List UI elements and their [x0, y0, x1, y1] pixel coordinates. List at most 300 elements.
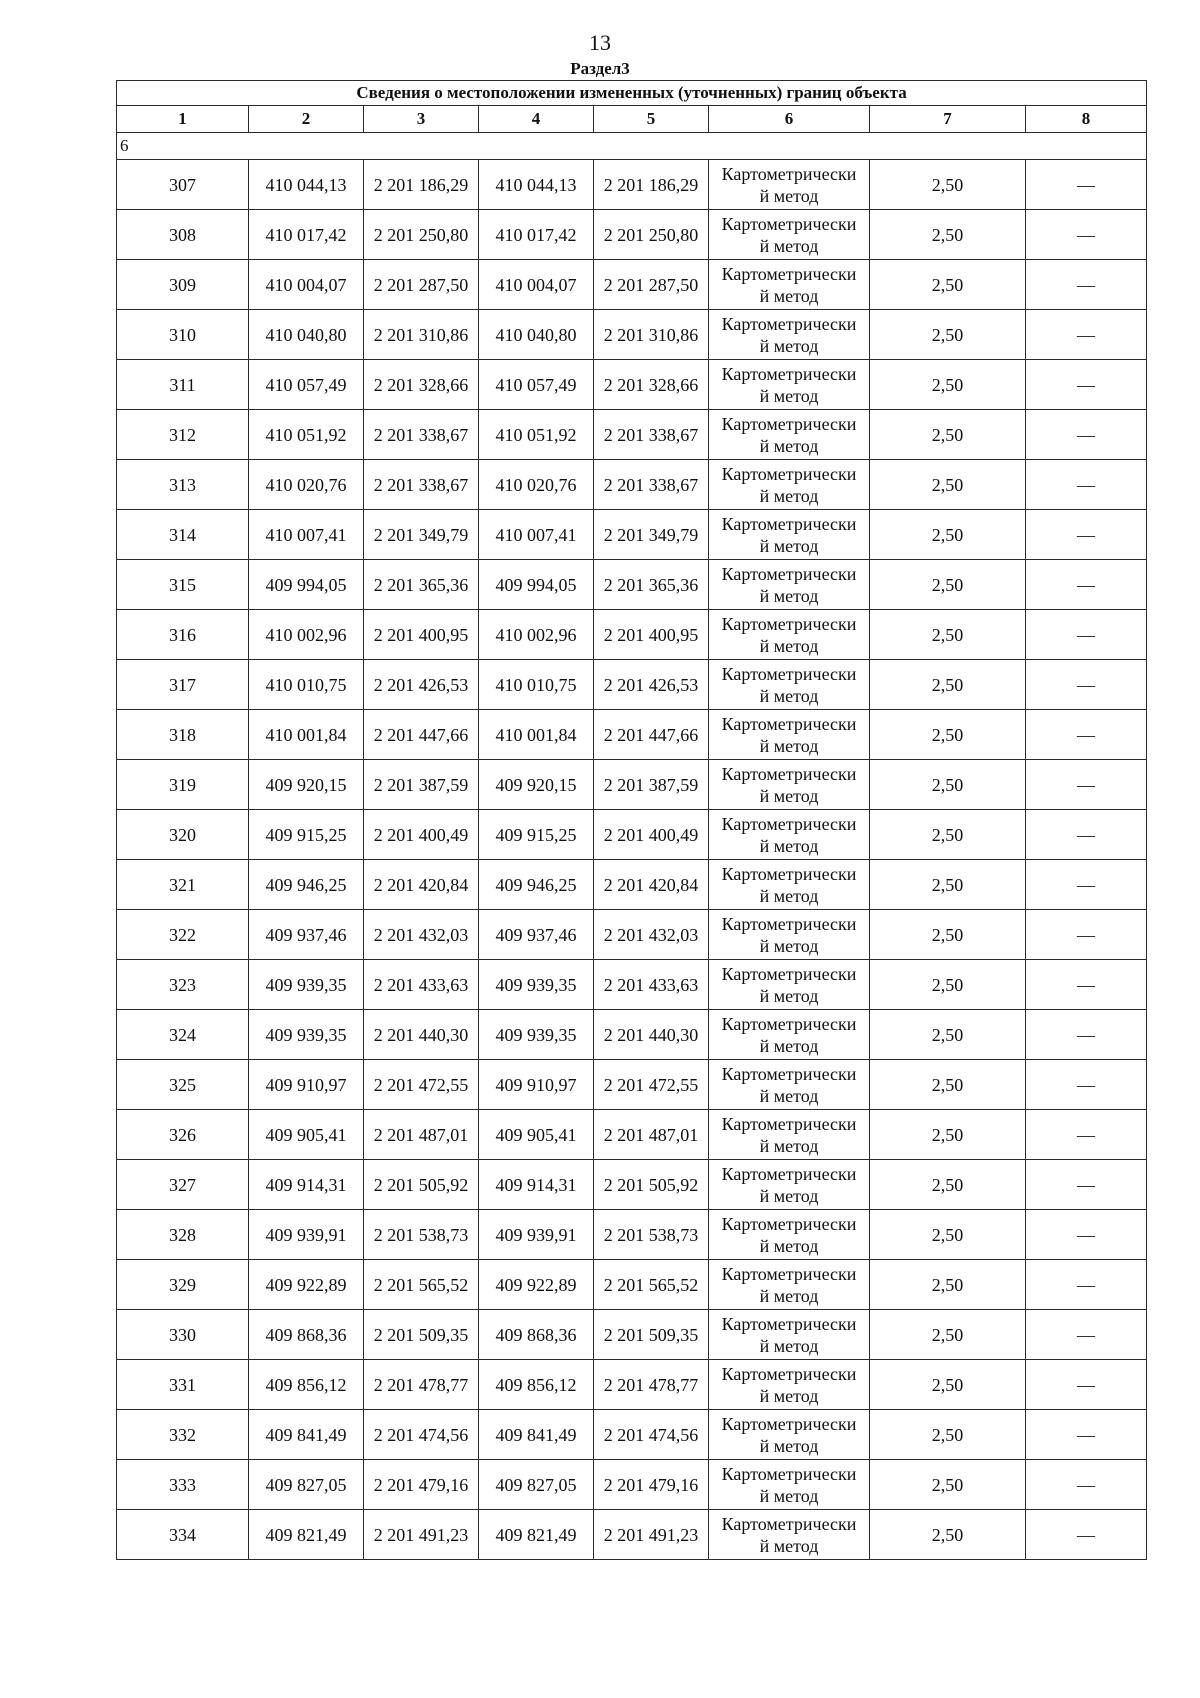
method-line: Картометрически: [721, 913, 857, 934]
y-old-cell: 2 201 400,49: [364, 810, 479, 860]
x-new-cell: 410 020,76: [479, 460, 594, 510]
group-label: 6: [117, 133, 1147, 160]
method-line: й метод: [759, 735, 819, 756]
accuracy-cell: 2,50: [870, 1060, 1026, 1110]
accuracy-cell: 2,50: [870, 1110, 1026, 1160]
x-old-cell: 410 017,42: [249, 210, 364, 260]
y-new-cell: 2 201 186,29: [594, 160, 709, 210]
method-line: Картометрически: [721, 1063, 857, 1084]
method-line: й метод: [759, 1235, 819, 1256]
accuracy-cell: 2,50: [870, 210, 1026, 260]
method-line: й метод: [759, 685, 819, 706]
x-old-cell: 409 922,89: [249, 1260, 364, 1310]
method-line: й метод: [759, 485, 819, 506]
point-number-cell: 309: [117, 260, 249, 310]
table-row: [117, 860, 1147, 910]
x-old-cell: 409 939,35: [249, 960, 364, 1010]
method-line: Картометрически: [721, 213, 857, 234]
x-new-cell: 410 004,07: [479, 260, 594, 310]
x-old-cell: 409 868,36: [249, 1310, 364, 1360]
y-old-cell: 2 201 310,86: [364, 310, 479, 360]
method-line: Картометрически: [721, 413, 857, 434]
point-number-cell: 327: [117, 1160, 249, 1210]
accuracy-cell: 2,50: [870, 1310, 1026, 1360]
y-new-cell: 2 201 338,67: [594, 410, 709, 460]
x-new-cell: 410 001,84: [479, 710, 594, 760]
method-line: Картометрически: [721, 563, 857, 584]
method-line: й метод: [759, 935, 819, 956]
column-number: 5: [594, 106, 709, 133]
page-number: 13: [589, 30, 611, 55]
method-cell: [709, 860, 870, 910]
method-line: Картометрически: [721, 713, 857, 734]
y-new-cell: 2 201 432,03: [594, 910, 709, 960]
method-line: Картометрически: [721, 463, 857, 484]
y-new-cell: 2 201 472,55: [594, 1060, 709, 1110]
note-cell: —: [1026, 710, 1147, 760]
accuracy-cell: 2,50: [870, 460, 1026, 510]
x-old-cell: 409 910,97: [249, 1060, 364, 1110]
table-caption: Сведения о местоположении измененных (уточненных) границ объекта: [117, 81, 1147, 106]
method-line: й метод: [759, 1285, 819, 1306]
note-cell: —: [1026, 1510, 1147, 1560]
accuracy-cell: 2,50: [870, 560, 1026, 610]
y-old-cell: 2 201 509,35: [364, 1310, 479, 1360]
y-old-cell: 2 201 287,50: [364, 260, 479, 310]
note-cell: —: [1026, 510, 1147, 560]
method-line: Картометрически: [721, 313, 857, 334]
method-cell: [709, 210, 870, 260]
note-cell: —: [1026, 1260, 1147, 1310]
y-old-cell: 2 201 538,73: [364, 1210, 479, 1260]
method-line: й метод: [759, 885, 819, 906]
table-row: [117, 760, 1147, 810]
x-new-cell: 409 910,97: [479, 1060, 594, 1110]
point-number-cell: 323: [117, 960, 249, 1010]
x-old-cell: 410 004,07: [249, 260, 364, 310]
y-new-cell: 2 201 509,35: [594, 1310, 709, 1360]
method-line: й метод: [759, 285, 819, 306]
method-cell: [709, 1010, 870, 1060]
accuracy-cell: 2,50: [870, 1460, 1026, 1510]
accuracy-cell: 2,50: [870, 760, 1026, 810]
method-line: й метод: [759, 535, 819, 556]
note-cell: —: [1026, 560, 1147, 610]
method-line: й метод: [759, 1535, 819, 1556]
table-row: [117, 1310, 1147, 1360]
column-number: 8: [1026, 106, 1147, 133]
note-cell: —: [1026, 860, 1147, 910]
x-old-cell: 409 946,25: [249, 860, 364, 910]
method-line: Картометрически: [721, 763, 857, 784]
method-line: й метод: [759, 435, 819, 456]
note-cell: —: [1026, 360, 1147, 410]
accuracy-cell: 2,50: [870, 1260, 1026, 1310]
x-old-cell: 409 827,05: [249, 1460, 364, 1510]
accuracy-cell: 2,50: [870, 1360, 1026, 1410]
table-row: [117, 560, 1147, 610]
accuracy-cell: 2,50: [870, 1160, 1026, 1210]
y-new-cell: 2 201 447,66: [594, 710, 709, 760]
y-old-cell: 2 201 365,36: [364, 560, 479, 610]
method-cell: [709, 1160, 870, 1210]
table-row: [117, 260, 1147, 310]
accuracy-cell: 2,50: [870, 1510, 1026, 1560]
y-old-cell: 2 201 338,67: [364, 410, 479, 460]
table-row: [117, 1210, 1147, 1260]
method-line: й метод: [759, 785, 819, 806]
x-new-cell: 409 827,05: [479, 1460, 594, 1510]
accuracy-cell: 2,50: [870, 860, 1026, 910]
x-new-cell: 410 017,42: [479, 210, 594, 260]
x-old-cell: 409 914,31: [249, 1160, 364, 1210]
x-old-cell: 409 920,15: [249, 760, 364, 810]
point-number-cell: 311: [117, 360, 249, 410]
x-old-cell: 410 057,49: [249, 360, 364, 410]
y-new-cell: 2 201 426,53: [594, 660, 709, 710]
method-line: Картометрически: [721, 813, 857, 834]
y-old-cell: 2 201 400,95: [364, 610, 479, 660]
note-cell: —: [1026, 760, 1147, 810]
method-line: й метод: [759, 1085, 819, 1106]
y-old-cell: 2 201 474,56: [364, 1410, 479, 1460]
method-cell: [709, 1060, 870, 1110]
point-number-cell: 325: [117, 1060, 249, 1110]
method-line: Картометрически: [721, 1213, 857, 1234]
method-cell: [709, 1460, 870, 1510]
coordinates-table: [116, 80, 1147, 1560]
point-number-cell: 307: [117, 160, 249, 210]
method-line: Картометрически: [721, 513, 857, 534]
table-row: [117, 460, 1147, 510]
y-new-cell: 2 201 387,59: [594, 760, 709, 810]
accuracy-cell: 2,50: [870, 510, 1026, 560]
method-line: Картометрически: [721, 1013, 857, 1034]
y-old-cell: 2 201 186,29: [364, 160, 479, 210]
x-old-cell: 409 841,49: [249, 1410, 364, 1460]
column-number: 2: [249, 106, 364, 133]
method-line: Картометрически: [721, 1263, 857, 1284]
x-old-cell: 409 994,05: [249, 560, 364, 610]
y-new-cell: 2 201 400,49: [594, 810, 709, 860]
y-new-cell: 2 201 287,50: [594, 260, 709, 310]
method-cell: [709, 810, 870, 860]
y-new-cell: 2 201 365,36: [594, 560, 709, 610]
point-number-cell: 322: [117, 910, 249, 960]
y-new-cell: 2 201 349,79: [594, 510, 709, 560]
method-line: й метод: [759, 985, 819, 1006]
method-line: й метод: [759, 1135, 819, 1156]
y-old-cell: 2 201 472,55: [364, 1060, 479, 1110]
note-cell: —: [1026, 460, 1147, 510]
method-cell: [709, 1410, 870, 1460]
method-cell: [709, 360, 870, 410]
method-line: Картометрически: [721, 363, 857, 384]
x-new-cell: 409 937,46: [479, 910, 594, 960]
method-line: й метод: [759, 1185, 819, 1206]
point-number-cell: 330: [117, 1310, 249, 1360]
table-row: [117, 1110, 1147, 1160]
x-new-cell: 409 821,49: [479, 1510, 594, 1560]
method-line: Картометрически: [721, 163, 857, 184]
accuracy-cell: 2,50: [870, 710, 1026, 760]
table-row: [117, 910, 1147, 960]
x-new-cell: 410 010,75: [479, 660, 594, 710]
y-new-cell: 2 201 420,84: [594, 860, 709, 910]
y-new-cell: 2 201 487,01: [594, 1110, 709, 1160]
method-line: й метод: [759, 1335, 819, 1356]
point-number-cell: 324: [117, 1010, 249, 1060]
x-new-cell: 409 939,35: [479, 960, 594, 1010]
accuracy-cell: 2,50: [870, 310, 1026, 360]
note-cell: —: [1026, 260, 1147, 310]
note-cell: —: [1026, 210, 1147, 260]
table-row: [117, 810, 1147, 860]
note-cell: —: [1026, 660, 1147, 710]
method-line: Картометрически: [721, 963, 857, 984]
method-cell: [709, 1210, 870, 1260]
y-old-cell: 2 201 433,63: [364, 960, 479, 1010]
note-cell: —: [1026, 1160, 1147, 1210]
method-line: й метод: [759, 1435, 819, 1456]
x-old-cell: 410 051,92: [249, 410, 364, 460]
x-new-cell: 410 040,80: [479, 310, 594, 360]
note-cell: —: [1026, 1010, 1147, 1060]
method-line: Картометрически: [721, 1413, 857, 1434]
column-number: 7: [870, 106, 1026, 133]
point-number-cell: 317: [117, 660, 249, 710]
accuracy-cell: 2,50: [870, 1010, 1026, 1060]
table-row: [117, 510, 1147, 560]
table-row: [117, 710, 1147, 760]
method-cell: [709, 510, 870, 560]
method-cell: [709, 1310, 870, 1360]
point-number-cell: 321: [117, 860, 249, 910]
y-old-cell: 2 201 250,80: [364, 210, 479, 260]
column-number-row: [117, 106, 1147, 133]
method-cell: [709, 460, 870, 510]
method-line: Картометрически: [721, 1313, 857, 1334]
point-number-cell: 315: [117, 560, 249, 610]
point-number-cell: 333: [117, 1460, 249, 1510]
table-row: [117, 960, 1147, 1010]
x-new-cell: 409 946,25: [479, 860, 594, 910]
x-old-cell: 409 905,41: [249, 1110, 364, 1160]
y-old-cell: 2 201 447,66: [364, 710, 479, 760]
y-new-cell: 2 201 565,52: [594, 1260, 709, 1310]
method-line: Картометрически: [721, 1113, 857, 1134]
x-new-cell: 409 905,41: [479, 1110, 594, 1160]
table-row: [117, 1160, 1147, 1210]
x-old-cell: 409 939,35: [249, 1010, 364, 1060]
column-number: 6: [709, 106, 870, 133]
table-row: [117, 160, 1147, 210]
note-cell: —: [1026, 1110, 1147, 1160]
method-cell: [709, 910, 870, 960]
point-number-cell: 329: [117, 1260, 249, 1310]
y-old-cell: 2 201 479,16: [364, 1460, 479, 1510]
accuracy-cell: 2,50: [870, 1410, 1026, 1460]
point-number-cell: 318: [117, 710, 249, 760]
accuracy-cell: 2,50: [870, 660, 1026, 710]
accuracy-cell: 2,50: [870, 160, 1026, 210]
y-new-cell: 2 201 479,16: [594, 1460, 709, 1510]
y-old-cell: 2 201 478,77: [364, 1360, 479, 1410]
note-cell: —: [1026, 1410, 1147, 1460]
table-row: [117, 1410, 1147, 1460]
y-new-cell: 2 201 478,77: [594, 1360, 709, 1410]
table-caption-row: [117, 81, 1147, 106]
point-number-cell: 313: [117, 460, 249, 510]
x-old-cell: 409 939,91: [249, 1210, 364, 1260]
method-cell: [709, 410, 870, 460]
note-cell: —: [1026, 960, 1147, 1010]
point-number-cell: 319: [117, 760, 249, 810]
method-cell: [709, 660, 870, 710]
y-new-cell: 2 201 440,30: [594, 1010, 709, 1060]
method-cell: [709, 760, 870, 810]
y-new-cell: 2 201 433,63: [594, 960, 709, 1010]
note-cell: —: [1026, 410, 1147, 460]
table-row: [117, 1510, 1147, 1560]
table-row: [117, 1260, 1147, 1310]
table-row: [117, 410, 1147, 460]
table-row: [117, 1360, 1147, 1410]
y-new-cell: 2 201 250,80: [594, 210, 709, 260]
method-line: Картометрически: [721, 863, 857, 884]
y-new-cell: 2 201 491,23: [594, 1510, 709, 1560]
group-row: [117, 133, 1147, 160]
method-line: й метод: [759, 1485, 819, 1506]
x-old-cell: 410 010,75: [249, 660, 364, 710]
point-number-cell: 320: [117, 810, 249, 860]
x-old-cell: 410 020,76: [249, 460, 364, 510]
x-new-cell: 409 868,36: [479, 1310, 594, 1360]
note-cell: —: [1026, 1460, 1147, 1510]
y-old-cell: 2 201 387,59: [364, 760, 479, 810]
x-old-cell: 410 040,80: [249, 310, 364, 360]
x-new-cell: 410 057,49: [479, 360, 594, 410]
method-line: й метод: [759, 185, 819, 206]
x-new-cell: 409 915,25: [479, 810, 594, 860]
note-cell: —: [1026, 610, 1147, 660]
method-line: й метод: [759, 635, 819, 656]
method-line: Картометрически: [721, 1513, 857, 1534]
table-row: [117, 1460, 1147, 1510]
x-old-cell: 409 937,46: [249, 910, 364, 960]
method-line: й метод: [759, 1385, 819, 1406]
table-row: [117, 310, 1147, 360]
x-new-cell: 410 044,13: [479, 160, 594, 210]
point-number-cell: 332: [117, 1410, 249, 1460]
accuracy-cell: 2,50: [870, 260, 1026, 310]
y-old-cell: 2 201 432,03: [364, 910, 479, 960]
y-old-cell: 2 201 328,66: [364, 360, 479, 410]
method-line: Картометрически: [721, 613, 857, 634]
note-cell: —: [1026, 1210, 1147, 1260]
y-new-cell: 2 201 474,56: [594, 1410, 709, 1460]
point-number-cell: 308: [117, 210, 249, 260]
y-old-cell: 2 201 491,23: [364, 1510, 479, 1560]
method-line: Картометрически: [721, 1463, 857, 1484]
note-cell: —: [1026, 910, 1147, 960]
method-line: Картометрически: [721, 1363, 857, 1384]
accuracy-cell: 2,50: [870, 910, 1026, 960]
y-old-cell: 2 201 440,30: [364, 1010, 479, 1060]
x-old-cell: 409 821,49: [249, 1510, 364, 1560]
x-new-cell: 410 007,41: [479, 510, 594, 560]
y-new-cell: 2 201 538,73: [594, 1210, 709, 1260]
note-cell: —: [1026, 810, 1147, 860]
table-row: [117, 660, 1147, 710]
accuracy-cell: 2,50: [870, 1210, 1026, 1260]
note-cell: —: [1026, 160, 1147, 210]
point-number-cell: 328: [117, 1210, 249, 1260]
y-old-cell: 2 201 338,67: [364, 460, 479, 510]
y-old-cell: 2 201 565,52: [364, 1260, 479, 1310]
x-old-cell: 409 915,25: [249, 810, 364, 860]
x-new-cell: 410 051,92: [479, 410, 594, 460]
accuracy-cell: 2,50: [870, 410, 1026, 460]
method-cell: [709, 1110, 870, 1160]
method-cell: [709, 1360, 870, 1410]
method-cell: [709, 710, 870, 760]
y-old-cell: 2 201 487,01: [364, 1110, 479, 1160]
point-number-cell: 334: [117, 1510, 249, 1560]
note-cell: —: [1026, 1310, 1147, 1360]
x-new-cell: 409 922,89: [479, 1260, 594, 1310]
method-line: Картометрически: [721, 1163, 857, 1184]
method-cell: [709, 1510, 870, 1560]
table-body: [117, 81, 1147, 1560]
table-row: [117, 360, 1147, 410]
y-new-cell: 2 201 328,66: [594, 360, 709, 410]
method-cell: [709, 1260, 870, 1310]
column-number: 1: [117, 106, 249, 133]
point-number-cell: 312: [117, 410, 249, 460]
note-cell: —: [1026, 1360, 1147, 1410]
point-number-cell: 310: [117, 310, 249, 360]
method-cell: [709, 260, 870, 310]
method-line: Картометрически: [721, 263, 857, 284]
x-new-cell: 409 994,05: [479, 560, 594, 610]
method-line: й метод: [759, 385, 819, 406]
method-cell: [709, 310, 870, 360]
point-number-cell: 326: [117, 1110, 249, 1160]
x-new-cell: 409 841,49: [479, 1410, 594, 1460]
y-new-cell: 2 201 400,95: [594, 610, 709, 660]
accuracy-cell: 2,50: [870, 360, 1026, 410]
x-new-cell: 409 920,15: [479, 760, 594, 810]
x-old-cell: 410 044,13: [249, 160, 364, 210]
x-old-cell: 410 001,84: [249, 710, 364, 760]
y-old-cell: 2 201 505,92: [364, 1160, 479, 1210]
section-title: Раздел3: [570, 59, 630, 78]
x-new-cell: 409 939,35: [479, 1010, 594, 1060]
y-old-cell: 2 201 426,53: [364, 660, 479, 710]
table-row: [117, 210, 1147, 260]
method-line: й метод: [759, 835, 819, 856]
method-cell: [709, 160, 870, 210]
accuracy-cell: 2,50: [870, 960, 1026, 1010]
point-number-cell: 316: [117, 610, 249, 660]
method-line: й метод: [759, 1035, 819, 1056]
point-number-cell: 331: [117, 1360, 249, 1410]
method-line: й метод: [759, 335, 819, 356]
method-cell: [709, 960, 870, 1010]
x-new-cell: 410 002,96: [479, 610, 594, 660]
note-cell: —: [1026, 1060, 1147, 1110]
